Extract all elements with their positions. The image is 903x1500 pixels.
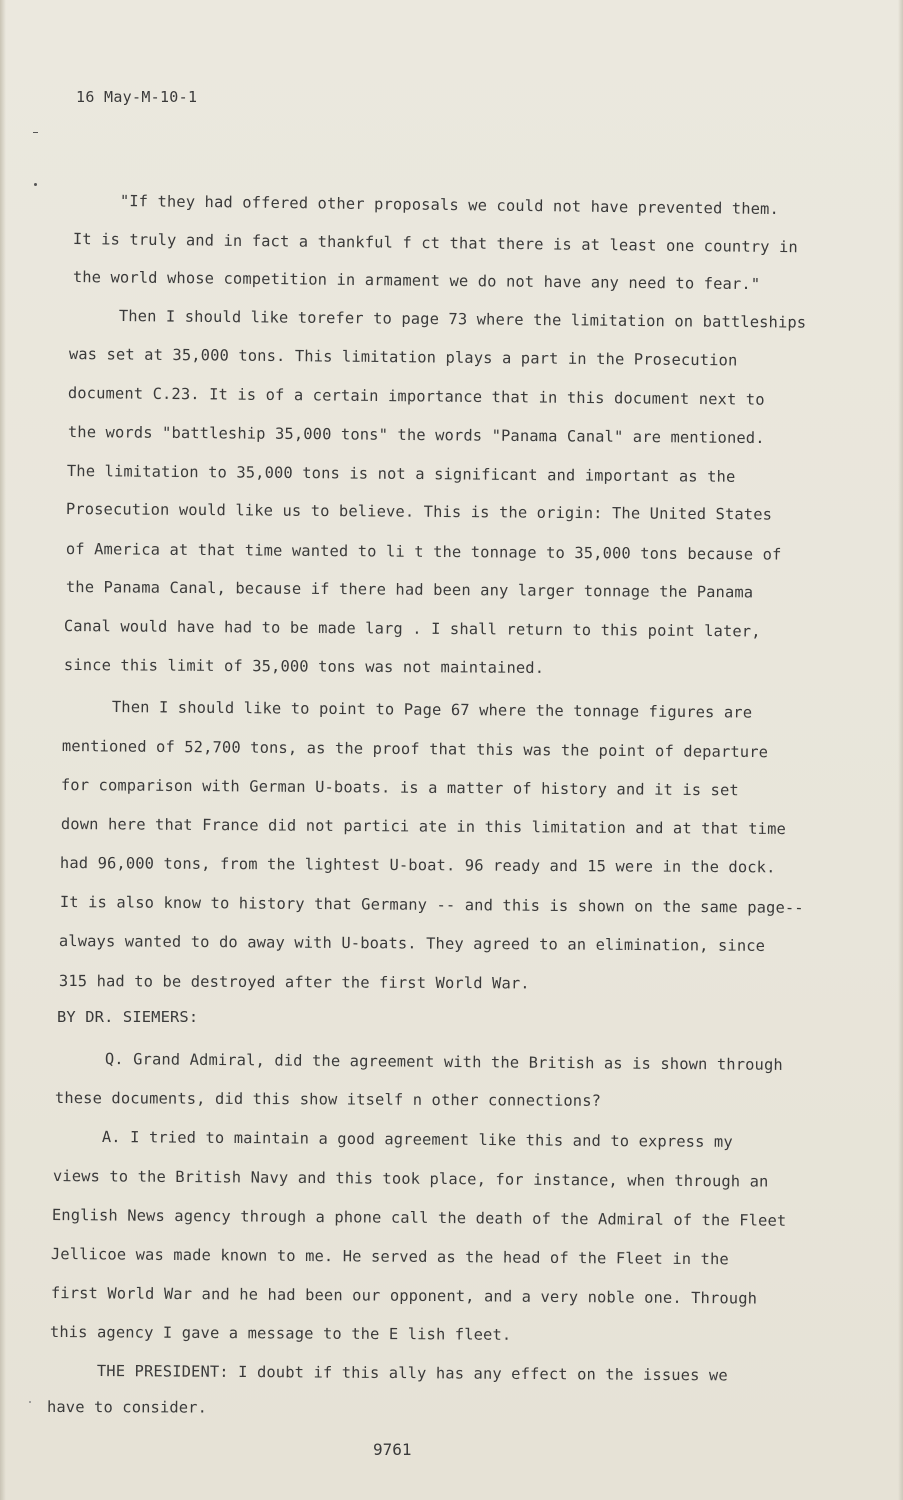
text-line-28: Jellicoe was made known to me. He served as the head of the Fleet in the xyxy=(50,1245,729,1269)
text-line-9: Prosecution would like us to believe. This is the origin: The United States xyxy=(65,499,773,524)
margin-dot-mark-lower xyxy=(29,1401,31,1403)
text-line-7: the words "battleship 35,000 tons" the words "Panama Canal" are mentioned. xyxy=(67,422,765,448)
text-line-27: English News agency through a phone call the death of the Admiral of the Fleet xyxy=(51,1206,787,1230)
text-line-15: mentioned of 52,700 tons, as the proof that this was the point of departure xyxy=(61,736,769,762)
section-speaker-label: BY DR. SIEMERS: xyxy=(57,1008,199,1026)
left-page-edge xyxy=(0,0,6,1500)
text-line-6: document C.23. It is of a certain importance that in this document next to xyxy=(67,383,765,409)
text-line-26: views to the British Navy and this took place, for instance, when through an xyxy=(52,1167,769,1191)
text-line-24: these documents, did this show itself n other connections? xyxy=(54,1089,602,1110)
text-line-8: The limitation to 35,000 tons is not a significant and important as the xyxy=(66,461,736,486)
text-line-21: 315 had to be destroyed after the first World War. xyxy=(58,972,530,993)
text-line-3: the world whose competition in armament we do not have any need to fear." xyxy=(72,267,761,294)
text-line-5: was set at 35,000 tons. This limitation plays a part in the Prosecution xyxy=(68,344,738,370)
text-line-16: for comparison with German U-boats. is a matter of history and it is set xyxy=(60,775,739,800)
text-line-20: always wanted to do away with U-boats. They agreed to an elimination, since xyxy=(58,932,766,955)
text-line-29: first World War and he had been our opponent, and a very noble one. Through xyxy=(50,1284,758,1308)
text-line-4: Then I should like torefer to page 73 where the limitation on battleships xyxy=(118,306,807,332)
page-number: 9761 xyxy=(373,1440,412,1459)
text-line-32: have to consider. xyxy=(46,1398,208,1417)
margin-tick-mark xyxy=(33,132,38,133)
text-line-2: It is truly and in fact a thankful f ct that there is at least one country in xyxy=(72,229,798,257)
text-line-30: this agency I gave a message to the E lish fleet. xyxy=(49,1323,512,1344)
text-line-17: down here that France did not partici ate in this limitation and at that time xyxy=(60,815,787,839)
text-line-10: of America at that time wanted to li t the tonnage to 35,000 tons because of xyxy=(65,539,782,564)
text-line-12: Canal would have had to be made larg . I shall return to this point later, xyxy=(63,616,761,641)
header-reference: 16 May-M-10-1 xyxy=(76,88,198,106)
text-line-13: since this limit of 35,000 tons was not maintained. xyxy=(63,656,545,677)
text-line-14: Then I should like to point to Page 67 where the tonnage figures are xyxy=(111,697,753,722)
text-line-11: the Panama Canal, because if there had been any larger tonnage the Panama xyxy=(65,577,754,602)
text-line-1: "If they had offered other proposals we could not have prevented them. xyxy=(119,191,780,219)
text-line-31: THE PRESIDENT: I doubt if this ally has any effect on the issues we xyxy=(96,1362,728,1385)
text-line-23: Q. Grand Admiral, did the agreement with the British as is shown through xyxy=(104,1050,783,1074)
margin-dot-mark xyxy=(34,183,37,186)
text-line-19: It is also know to history that Germany -- and this is shown on the same page-- xyxy=(59,892,804,917)
right-page-edge xyxy=(898,0,903,1500)
text-line-25: A. I tried to maintain a good agreement like this and to express my xyxy=(101,1128,733,1151)
text-line-18: had 96,000 tons, from the lightest U-boat. 96 ready and 15 were in the dock. xyxy=(59,854,776,877)
